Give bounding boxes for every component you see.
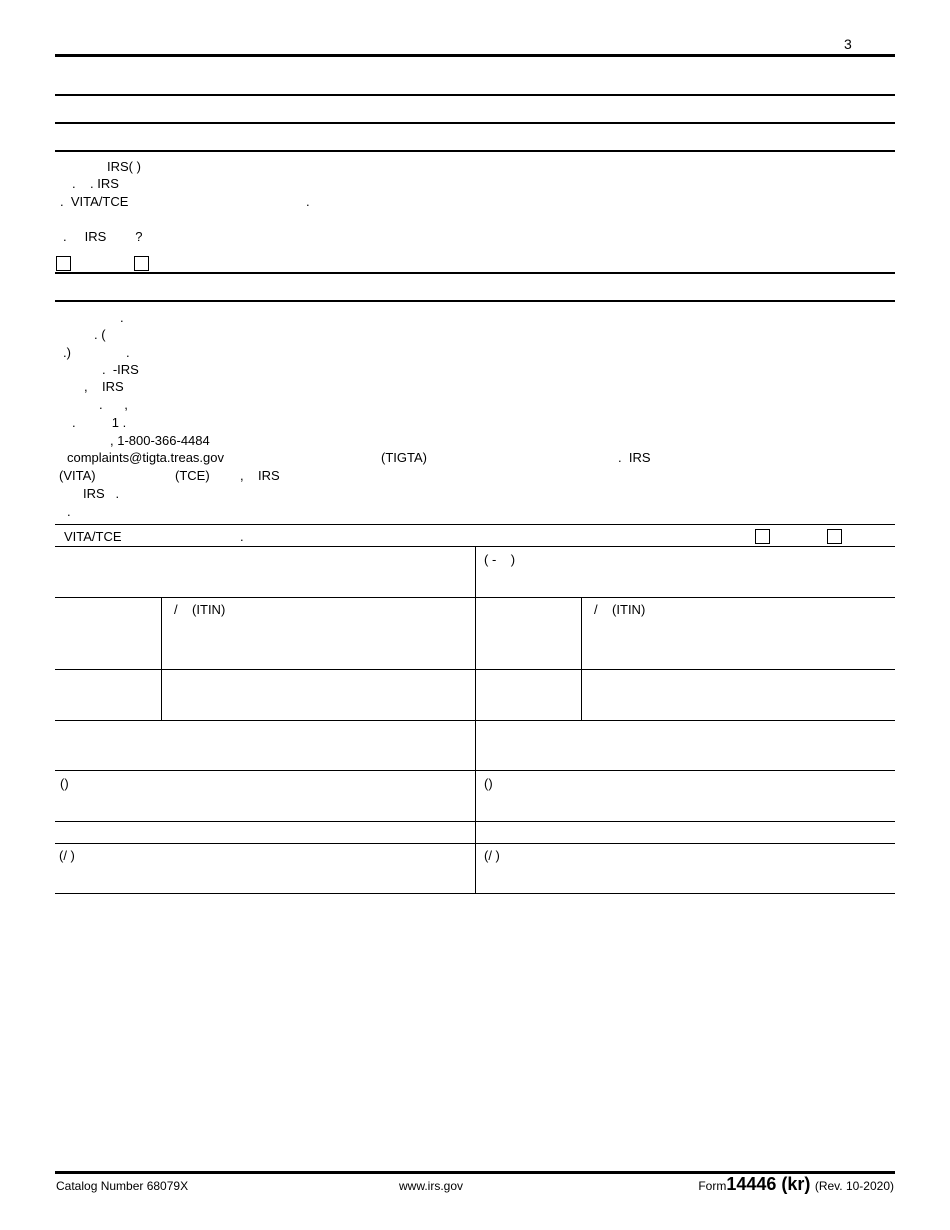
sec-b-phone: , 1-800-366-4484 xyxy=(110,433,210,448)
sec-b-irs-last: IRS . xyxy=(83,486,120,501)
sec-a-line1: IRS( ) xyxy=(107,159,141,174)
itin-right-label: / (ITIN) xyxy=(594,602,646,617)
rule xyxy=(55,524,895,525)
sec-b-irs-mid: , IRS xyxy=(240,468,280,483)
sec-b-irs-tail: . IRS xyxy=(618,450,651,465)
grid-r5-left: () xyxy=(60,776,69,791)
top-rule xyxy=(55,54,895,57)
sec-b-line: , IRS xyxy=(84,379,124,394)
vita-tce-label: VITA/TCE xyxy=(64,529,122,544)
sec-b-end: . xyxy=(67,504,71,519)
catalog-number: Catalog Number 68079X xyxy=(56,1179,189,1193)
grid-divider xyxy=(581,597,582,720)
grid-r5-right: () xyxy=(484,776,493,791)
sec-b-line: . , xyxy=(99,397,128,412)
grid-r7-left: (/ ) xyxy=(59,848,75,863)
vita-tce-dot: . xyxy=(240,529,244,544)
form-revision: (Rev. 10-2020) xyxy=(814,1179,894,1193)
sec-b-line: . ( xyxy=(94,327,106,342)
form-prefix: Form xyxy=(698,1179,727,1193)
sec-b-line: . xyxy=(126,345,130,360)
rule xyxy=(55,150,895,152)
rule xyxy=(55,94,895,96)
grid-r1-right: ( - ) xyxy=(484,552,516,567)
yes-checkbox[interactable] xyxy=(56,256,71,271)
form-id xyxy=(698,1174,894,1195)
tce-label: (TCE) xyxy=(175,468,210,483)
vita-yes-checkbox[interactable] xyxy=(755,529,770,544)
sec-a-line2: . . IRS xyxy=(72,176,119,191)
sec-a-line3: . VITA/TCE xyxy=(60,194,129,209)
rule xyxy=(55,122,895,124)
sec-b-line: . -IRS xyxy=(102,362,139,377)
grid-divider xyxy=(475,547,476,894)
rule xyxy=(55,300,895,302)
vita-no-checkbox[interactable] xyxy=(827,529,842,544)
no-checkbox[interactable] xyxy=(134,256,149,271)
sec-b-line: . xyxy=(120,310,124,325)
sec-a-line3-tail: . xyxy=(306,194,310,209)
sec-b-line: .) xyxy=(63,345,71,360)
form-number: 14446 (kr) xyxy=(726,1174,811,1194)
page-number: 3 xyxy=(844,36,852,52)
vita-label: (VITA) xyxy=(59,468,96,483)
website: www.irs.gov xyxy=(399,1179,464,1193)
grid-divider xyxy=(161,597,162,720)
rule xyxy=(55,272,895,274)
sec-a-question: . IRS ? xyxy=(63,229,143,244)
tigta-email: complaints@tigta.treas.gov xyxy=(67,450,224,465)
tigta-label: (TIGTA) xyxy=(381,450,427,465)
sec-b-line: . 1 . xyxy=(72,415,127,430)
grid-r7-right: (/ ) xyxy=(484,848,500,863)
itin-left-label: / (ITIN) xyxy=(174,602,226,617)
